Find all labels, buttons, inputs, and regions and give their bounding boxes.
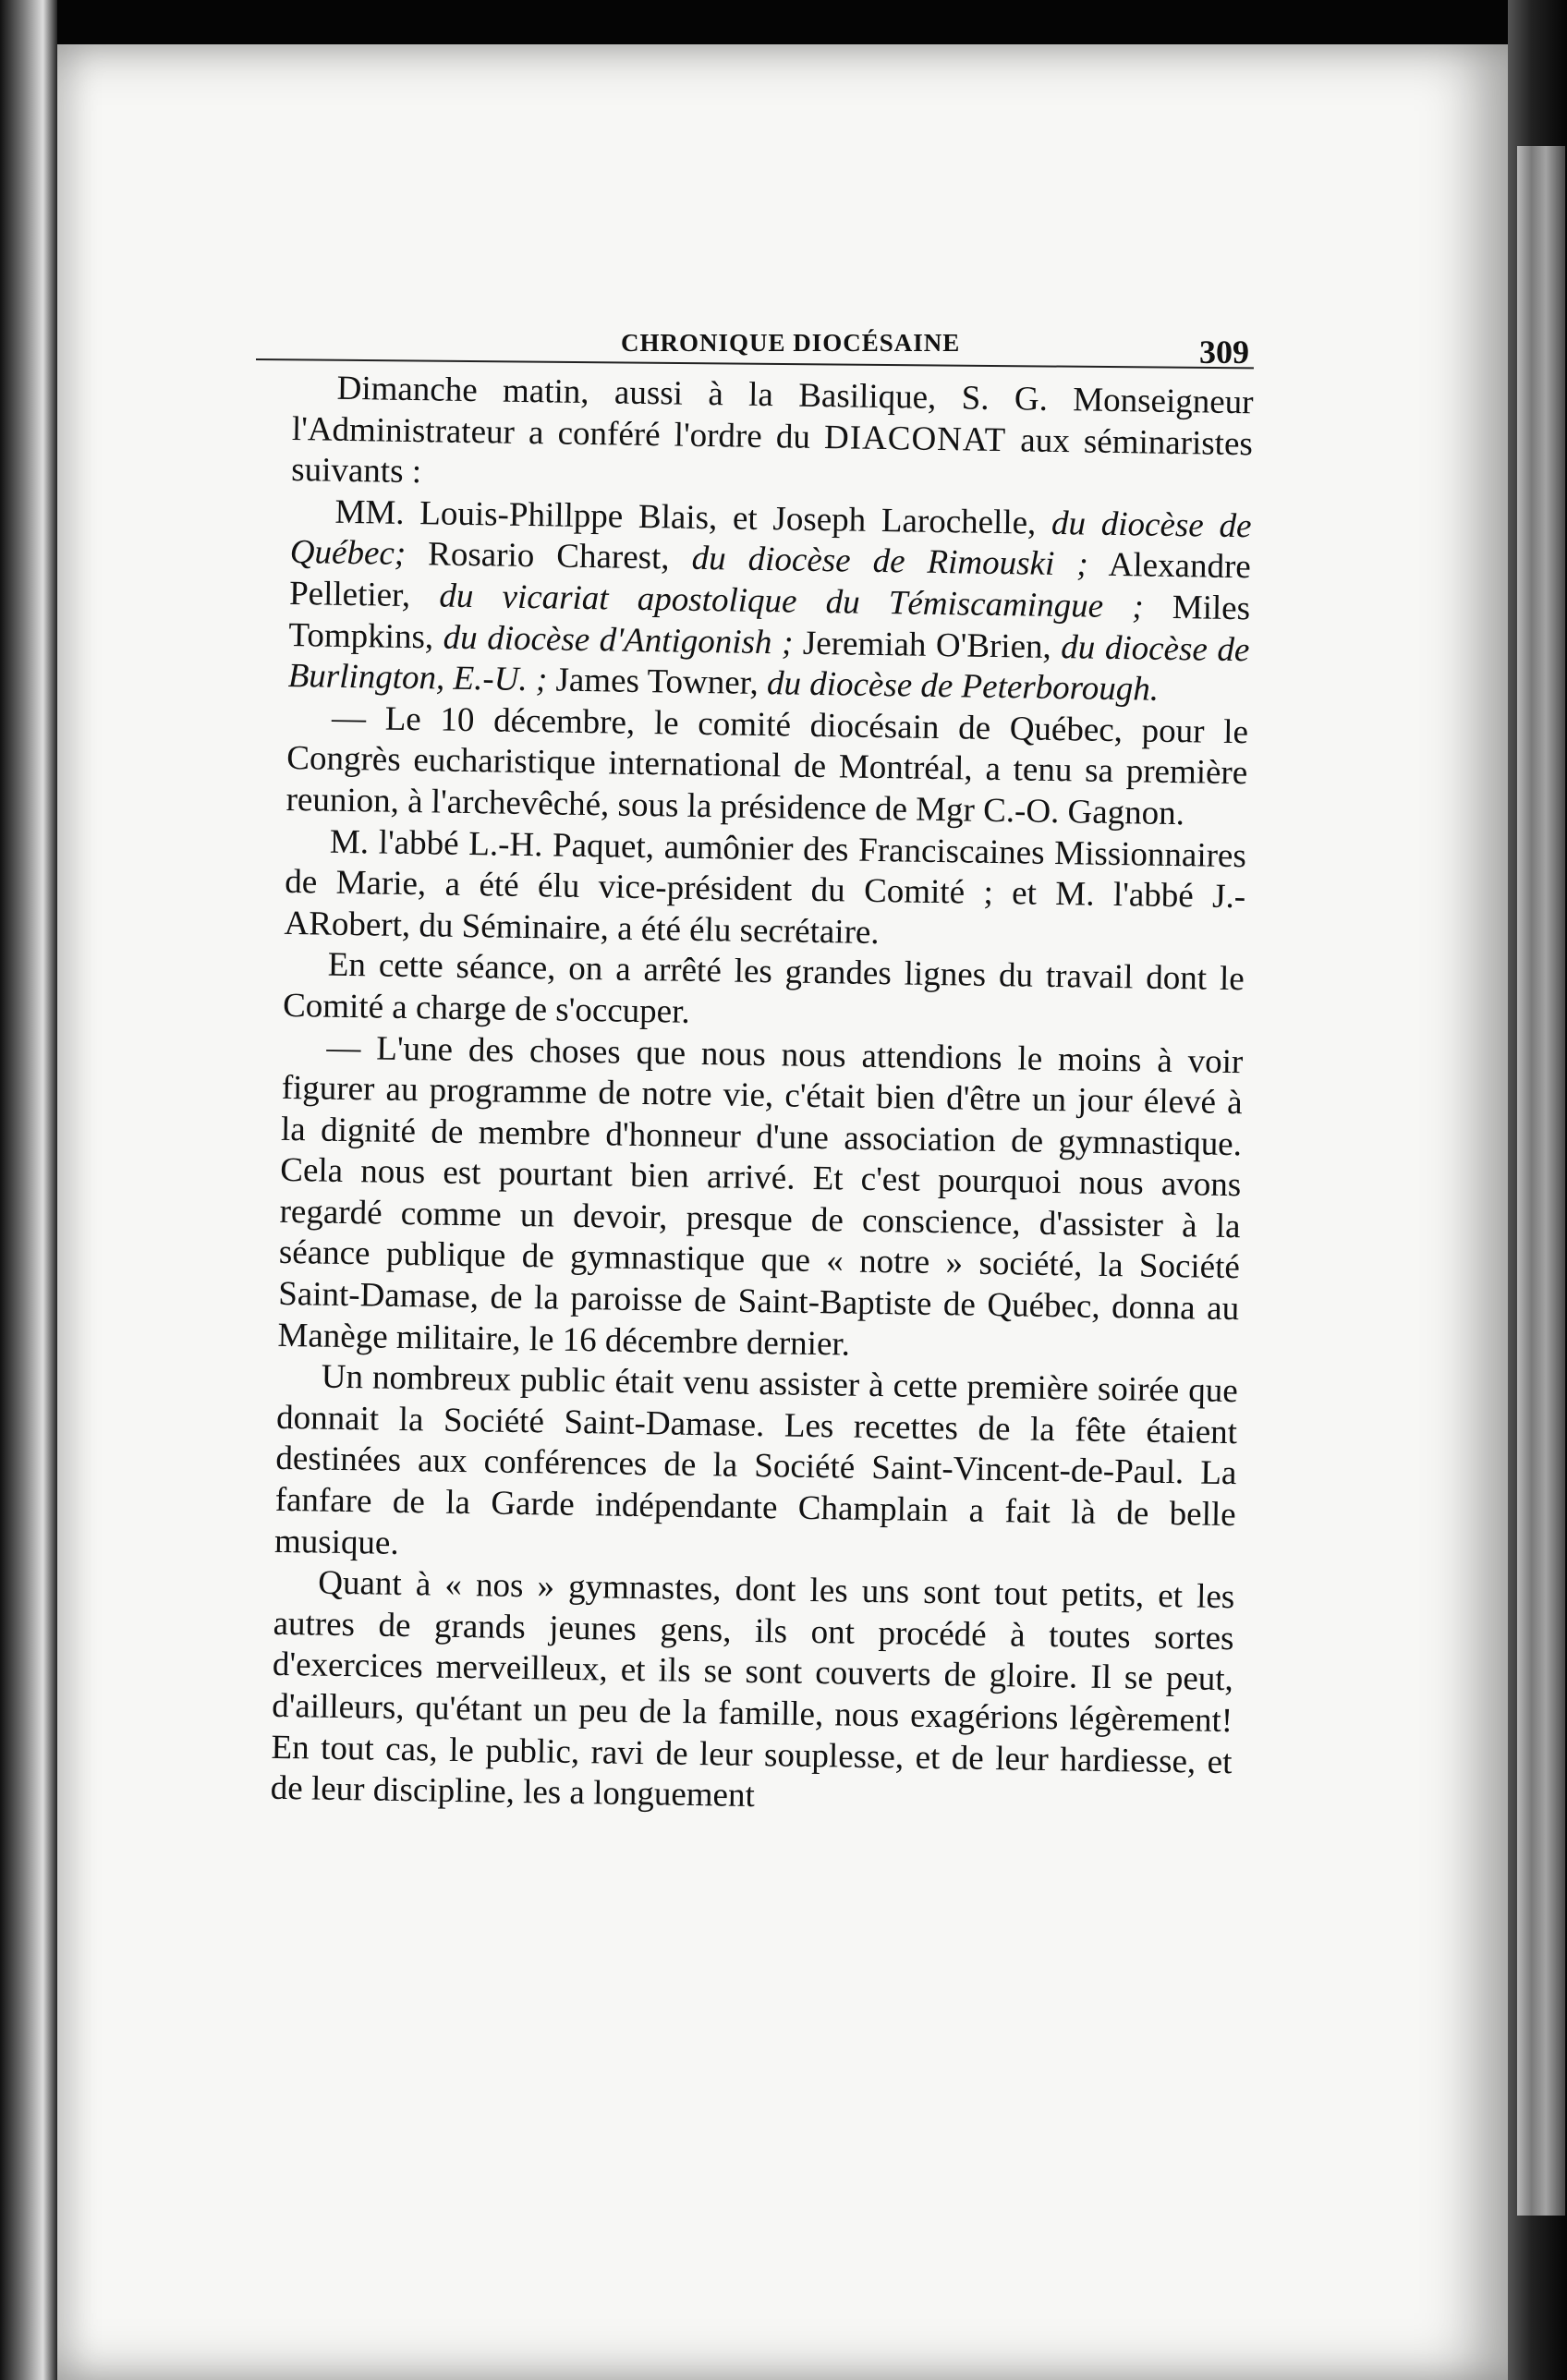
book-page — [57, 44, 1508, 2380]
paragraph: — L'une des choses que nous nous attendions le moins à voir figurer au programme de notre vie, c'était bien d'être un jour élevé à la dignité de membre d'honneur d'une association de gymnastique. Cela nous est pourtant bien arrivé. Et c'est pourquoi nous avons regardé comme un devoir, presque de conscience, d'assister à la séance publique de gymnastique que « notre » société, la Société Saint-Damase, de la paroisse de Saint-Baptiste de Québec, donna au Manège militaire, le 16 décembre dernier. — [277, 1028, 1244, 1364]
body-text — [270, 368, 1253, 1825]
paragraph: Dimanche matin, aussi à la Basilique, S. G. Monseigneur l'Administrateur a conféré l'ordre du DIACONAT aux séminaristes suivants : — [290, 369, 1254, 492]
paragraph: Quant à « nos » gymnastes, dont les uns sont tout petits, et les autres de grands jeunes gens, ils ont procédé à toutes sortes d'exercices merveilleux, et ils se sont couverts de gloire. Il se peut, d'ailleurs, qu'étant un peu de la famille, nous exagérions légèrement! En tout cas, le public, ravi de leur souplesse, et de leur hardiesse, et de leur discipline, les a longuement — [270, 1563, 1235, 1815]
diaconat-term: DIACONAT — [823, 418, 1007, 459]
page-number: 309 — [1199, 334, 1249, 370]
book-spine-edge — [0, 0, 57, 2380]
running-head: CHRONIQUE DIOCÉSAINE — [621, 329, 961, 357]
paragraph: — Le 10 décembre, le comité diocésain de Québec, pour le Congrès eucharistique international de Montréal, a tenu sa première reunion, à l'archevêché, sous la présidence de Mgr C.-O. Gagnon. — [285, 698, 1249, 833]
paragraph: MM. Louis-Phillppe Blais, et Joseph Larochelle, du diocèse de Québec; Rosario Charest, du diocèse de Rimouski ; Alexandre Pelletier, du vicariat apostolique du Témiscamingue ; Miles Tompkins, du diocèse d'Antigonish ; Jeremiah O'Brien, du diocèse de Burlington, E.-U. ; James Towner, du diocèse de Peterborough. — [287, 492, 1252, 709]
paragraph: Un nombreux public était venu assister à cette première soirée que donnait la Société Saint-Damase. Les recettes de la fête étaient destinées aux conférences de la Société Saint-Vincent-de-Paul. La fanfare de la Garde indépendante Champlain a fait là de belle musique. — [273, 1357, 1239, 1562]
paragraph: En cette séance, on a arrêté les grandes lignes du travail dont le Comité a charge de s'occuper. — [282, 945, 1245, 1031]
paragraph: M. l'abbé L.-H. Paquet, aumônier des Franciscaines Missionnaires de Marie, a été élu vice-président du Comité ; et M. l'abbé J.-ARobert, du Séminaire, a été élu secrétaire. — [284, 822, 1247, 952]
page-edge-stack — [1517, 146, 1565, 2216]
